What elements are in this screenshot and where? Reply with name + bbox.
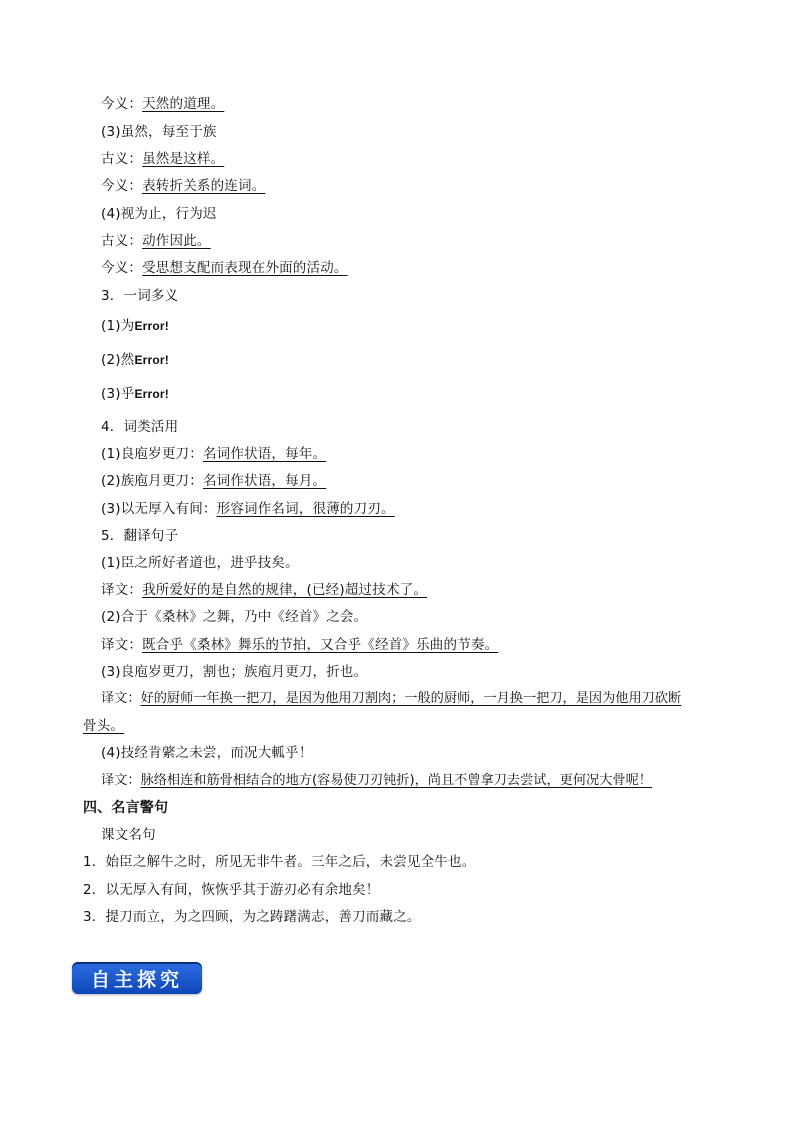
text-line: (1)臣之所好者道也，进乎技矣。 xyxy=(101,555,299,571)
line-label: 今义： xyxy=(101,96,143,112)
line-label: (2)族庖月更刀： xyxy=(101,473,203,489)
text-line: (4)视为止，行为迟 xyxy=(101,206,217,222)
text-line xyxy=(101,259,348,277)
text-line xyxy=(101,150,224,168)
line-label: 译文： xyxy=(101,637,143,653)
text-line xyxy=(101,232,211,250)
answer-text: 骨头。 xyxy=(83,718,125,734)
section-heading: 5．翻译句子 xyxy=(101,528,179,544)
error-text: Error! xyxy=(134,387,169,401)
line-label: (3)乎 xyxy=(101,386,135,402)
line-label: 今义： xyxy=(101,260,143,276)
text-line xyxy=(101,95,224,113)
line-label: 译文： xyxy=(101,773,141,788)
badge-label: 自主探究 xyxy=(90,968,183,991)
answer-text: 形容词作名词，很薄的刀刃。 xyxy=(216,501,395,517)
text-line xyxy=(101,317,169,335)
line-label: 古义： xyxy=(101,233,143,249)
section-heading: 4．词类活用 xyxy=(101,419,179,435)
text-line xyxy=(101,500,395,518)
quote-line: 2．以无厚入有间，恢恢乎其于游刃必有余地矣！ xyxy=(83,882,380,898)
text-line xyxy=(101,445,326,463)
answer-text: 既合乎《桑林》舞乐的节拍，又合乎《经首》乐曲的节奏。 xyxy=(142,637,499,653)
quote-line: 1．始臣之解牛之时，所见无非牛者。三年之后，未尝见全牛也。 xyxy=(83,854,476,870)
line-label: 译文： xyxy=(101,582,143,598)
answer-text: 脉络相连和筋骨相结合的地方(容易使刀刃钝折)，尚且不曾拿刀去尝试，更何况大骨呢！ xyxy=(140,773,652,788)
text-line xyxy=(101,690,681,708)
text-line: (2)合于《桑林》之舞，乃中《经首》之会。 xyxy=(101,609,368,625)
text-line xyxy=(101,385,169,403)
text-line xyxy=(83,717,124,735)
text-line xyxy=(101,772,652,790)
answer-text: 我所爱好的是自然的规律，(已经)超过技术了。 xyxy=(142,582,428,598)
text-line: (4)技经肯綮之未尝，而况大軱乎！ xyxy=(101,745,313,761)
section-heading: 3．一词多义 xyxy=(101,288,179,304)
line-label: 今义： xyxy=(101,178,143,194)
error-text: Error! xyxy=(134,353,169,367)
subheading: 课文名句 xyxy=(101,827,156,843)
answer-text: 名词作状语，每年。 xyxy=(202,446,327,462)
text-line xyxy=(101,351,169,369)
section-badge xyxy=(72,962,202,994)
line-label: (1)良庖岁更刀： xyxy=(101,446,203,462)
answer-text: 虽然是这样。 xyxy=(142,151,225,167)
text-line xyxy=(101,581,427,599)
line-label: 译文： xyxy=(101,691,141,706)
error-text: Error! xyxy=(134,319,169,333)
line-label: (1)为 xyxy=(101,318,135,334)
line-label: 古义： xyxy=(101,151,143,167)
answer-text: 名词作状语，每月。 xyxy=(202,473,327,489)
text-line: (3)虽然，每至于族 xyxy=(101,124,217,140)
line-label: (2)然 xyxy=(101,352,135,368)
answer-text: 受思想支配而表现在外面的活动。 xyxy=(142,260,348,276)
line-label: (3)以无厚入有间： xyxy=(101,501,217,517)
text-line: (3)良庖岁更刀，割也；族庖月更刀，折也。 xyxy=(101,664,368,680)
answer-text: 动作因此。 xyxy=(142,233,211,249)
text-line xyxy=(101,177,265,195)
answer-text: 天然的道理。 xyxy=(142,96,225,112)
section-heading-bold: 四、名言警句 xyxy=(83,800,169,816)
quote-line: 3．提刀而立，为之四顾，为之踌躇满志，善刀而藏之。 xyxy=(83,909,421,925)
text-line xyxy=(101,636,498,654)
text-line xyxy=(101,472,326,490)
answer-text: 表转折关系的连词。 xyxy=(142,178,266,194)
answer-text: 好的厨师一年换一把刀，是因为他用刀割肉；一般的厨师，一月换一把刀，是因为他用刀砍断 xyxy=(140,691,682,706)
